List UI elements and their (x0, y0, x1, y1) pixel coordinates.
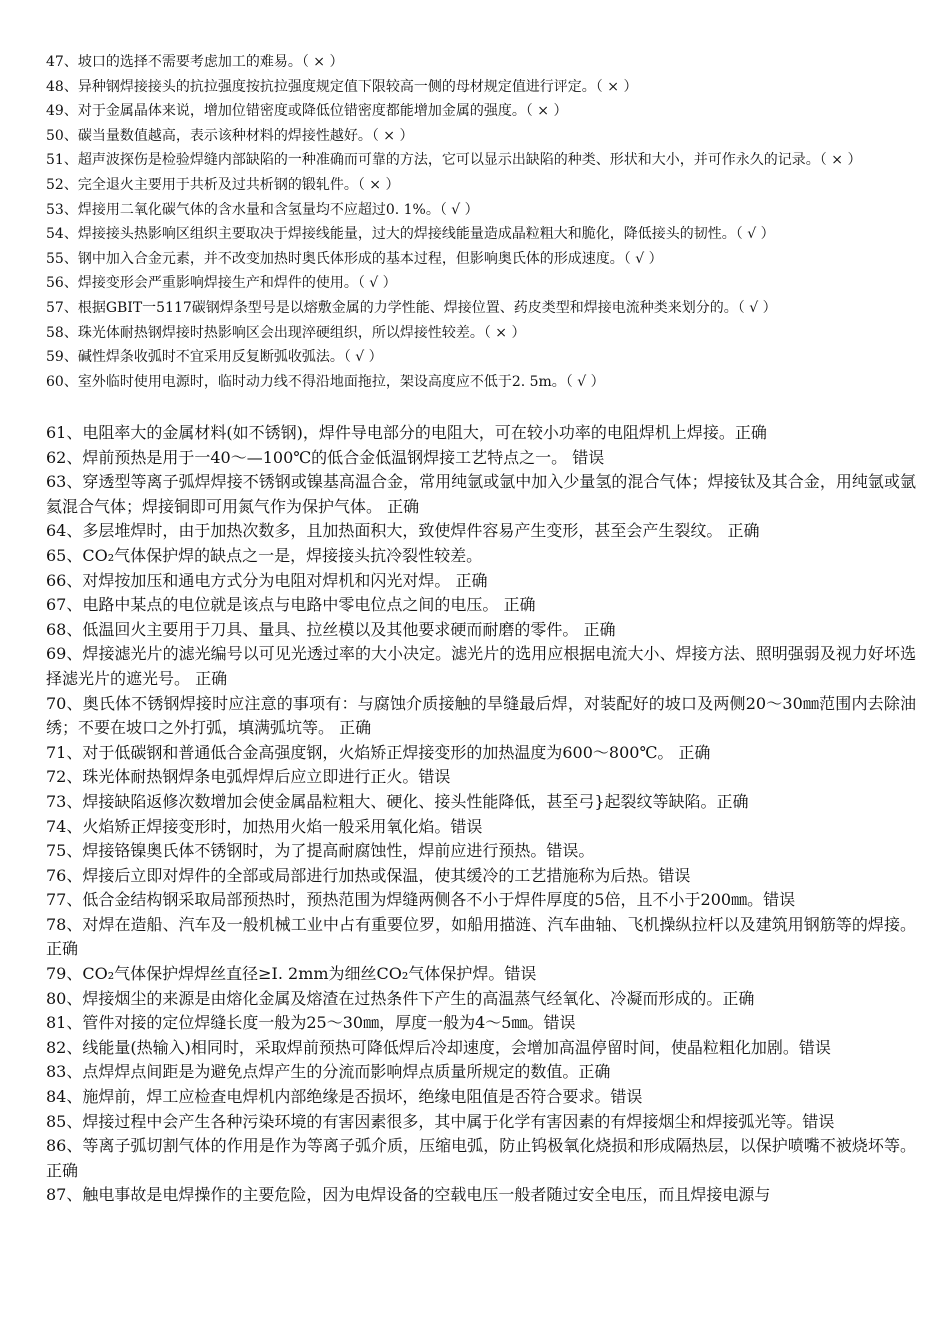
question-52: 52、完全退火主要用于共析及过共析钢的锻轧件。（ × ） (46, 176, 400, 193)
question-61: 61、电阻率大的金属材料(如不锈钢)，焊件导电部分的电阻大，可在较小功率的电阻焊机上焊接。正确 (46, 423, 767, 442)
question-59: 59、碱性焊条收弧时不宜采用反复断弧收弧法。（ √ ） (46, 349, 383, 366)
question-66: 66、对焊按加压和通电方式分为电阻对焊机和闪光对焊。 正确 (46, 570, 488, 590)
question-87: 87、触电事故是电焊操作的主要危险，因为电焊设备的空载电压一般者随过安全电压，而且焊接电源与 (46, 1185, 771, 1205)
question-82: 82、线能量(热输入)相同时，采取焊前预热可降低焊后冷却速度，会增加高温停留时间，使晶粒粗化加剧。错误 (46, 1037, 831, 1057)
question-80: 80、焊接烟尘的来源是由熔化金属及熔渣在过热条件下产生的高温蒸气经氧化、冷凝而形成的。正确 (46, 988, 755, 1008)
question-51: 51、超声波探伤是检验焊缝内部缺陷的一种准确而可靠的方法，它可以显示出缺陷的种类、形状和大小，并可作永久的记录。（ × ） (46, 152, 862, 169)
question-55: 55、钢中加入合金元素，并不改变加热时奥氏体形成的基本过程，但影响奥氏体的形成速度。（ √ ） (46, 250, 663, 267)
question-50: 50、碳当量数值越高，表示该种材料的焊接性越好。（ × ） (46, 127, 414, 144)
question-67: 67、电路中某点的电位就是该点与电路中零电位点之间的电压。 正确 (46, 595, 536, 615)
question-48: 48、异种钢焊接接头的抗拉强度按抗拉强度规定值下限较高一侧的母材规定值进行评定。（ × ） (46, 78, 638, 95)
question-47: 47、坡口的选择不需要考虑加工的难易。（ × ） (46, 54, 344, 70)
question-65: 65、CO₂气体保护焊的缺点之一是，焊接接头抗冷裂性较差。 (46, 545, 483, 565)
question-69: 69、焊接滤光片的滤光编号以可见光透过率的大小决定。滤光片的选用应根据电流大小、焊接方法、照明强弱及视力好坏选择滤光片的遮光号。 正确 (46, 644, 916, 688)
question-64: 64、多层堆焊时，由于加热次数多，且加热面积大，致使焊件容易产生变形，甚至会产生裂纹。 正确 (46, 521, 760, 541)
question-73: 73、焊接缺陷返修次数增加会使金属晶粒粗大、硬化、接头性能降低，甚至弓}起裂纹等缺陷。正确 (46, 791, 749, 811)
question-72: 72、珠光体耐热钢焊条电弧焊焊后应立即进行正火。错误 (46, 767, 451, 787)
question-63: 63、穿透型等离子弧焊焊接不锈钢或镍基高温合金，常用纯氩或氩中加入少量氢的混合气体；焊接钛及其合金，用纯氩或氩氦混合气体；焊接铜即可用氮气作为保护气体。 正确 (46, 472, 916, 516)
question-76: 76、焊接后立即对焊件的全部或局部进行加热或保温，使其缓冷的工艺措施称为后热。错误 (46, 865, 691, 885)
question-75: 75、焊接铬镍奥氏体不锈钢时，为了提高耐腐蚀性，焊前应进行预热。错误。 (46, 841, 595, 861)
question-56: 56、焊接变形会严重影响焊接生产和焊件的使用。（ √ ） (46, 275, 397, 292)
question-62: 62、焊前预热是用于一40～—100℃的低合金低温钢焊接工艺特点之一。 错误 (46, 447, 605, 467)
question-70: 70、奥氏体不锈钢焊接时应注意的事项有：与腐蚀介质接触的旱缝最后焊，对装配好的坡口及两侧20～30㎜范围内去除油绣；不要在坡口之外打弧，填满弧坑等。 正确 (46, 693, 916, 738)
question-60: 60、室外临时使用电源时，临时动力线不得沿地面拖拉，架设高度应不低于2. 5m。（ √ ） (46, 373, 605, 390)
question-74: 74、火焰矫正焊接变形时，加热用火焰一般采用氧化焰。错误 (46, 816, 483, 836)
question-71: 71、对于低碳钢和普通低合金高强度钢，火焰矫正焊接变形的加热温度为600～800℃。 正确 (46, 742, 711, 762)
question-list-answer-words (46, 421, 916, 1208)
question-54: 54、焊接接头热影响区组织主要取决于焊接线能量，过大的焊接线能量造成晶粒粗大和脆化，降低接头的韧性。（ √ ） (46, 226, 775, 243)
question-list-true-false-marks (46, 50, 916, 394)
question-49: 49、对于金属晶体来说，增加位错密度或降低位错密度都能增加金属的强度。（ × ） (46, 103, 568, 120)
question-84: 84、施焊前，焊工应检查电焊机内部绝缘是否损坏，绝缘电阻值是否符合要求。错误 (46, 1087, 643, 1107)
question-58: 58、珠光体耐热钢焊接时热影响区会出现淬硬组织，所以焊接性较差。（ × ） (46, 324, 526, 341)
question-77: 77、低合金结构钢采取局部预热时，预热范围为焊缝两侧各不小于焊件厚度的5倍，且不小于200㎜。错误 (46, 890, 796, 910)
question-81: 81、管件对接的定位焊缝长度一般为25～30㎜，厚度一般为4～5㎜。错误 (46, 1013, 576, 1033)
question-57: 57、根据GBIT一5117碳钢焊条型号是以熔敷金属的力学性能、焊接位置、药皮类型和焊接电流种类来划分的。（ √ ） (46, 299, 777, 316)
question-68: 68、低温回火主要用于刀具、量具、拉丝模以及其他要求硬而耐磨的零件。 正确 (46, 619, 616, 639)
question-85: 85、焊接过程中会产生各种污染环境的有害因素很多，其中属于化学有害因素的有焊接烟尘和焊接弧光等。错误 (46, 1111, 835, 1131)
question-83: 83、点焊焊点间距是为避免点焊产生的分流而影响焊点质量所规定的数值。正确 (46, 1062, 611, 1082)
question-79: 79、CO₂气体保护焊焊丝直径≥I. 2mm为细丝CO₂气体保护焊。错误 (46, 964, 537, 984)
question-78: 78、对焊在造船、汽车及一般机械工业中占有重要位罗，如船用描涟、汽车曲轴、飞机操纵拉杆以及建筑用钢筋等的焊接。正确 (46, 914, 916, 959)
question-53: 53、焊接用二氧化碳气体的含水量和含氢量均不应超过0. 1%。（ √ ） (46, 201, 479, 218)
question-86: 86、等离子弧切割气体的作用是作为等离子弧介质，压缩电弧，防止钨极氧化烧损和形成隔热层，以保护喷嘴不被烧坏等。正确 (46, 1136, 916, 1180)
